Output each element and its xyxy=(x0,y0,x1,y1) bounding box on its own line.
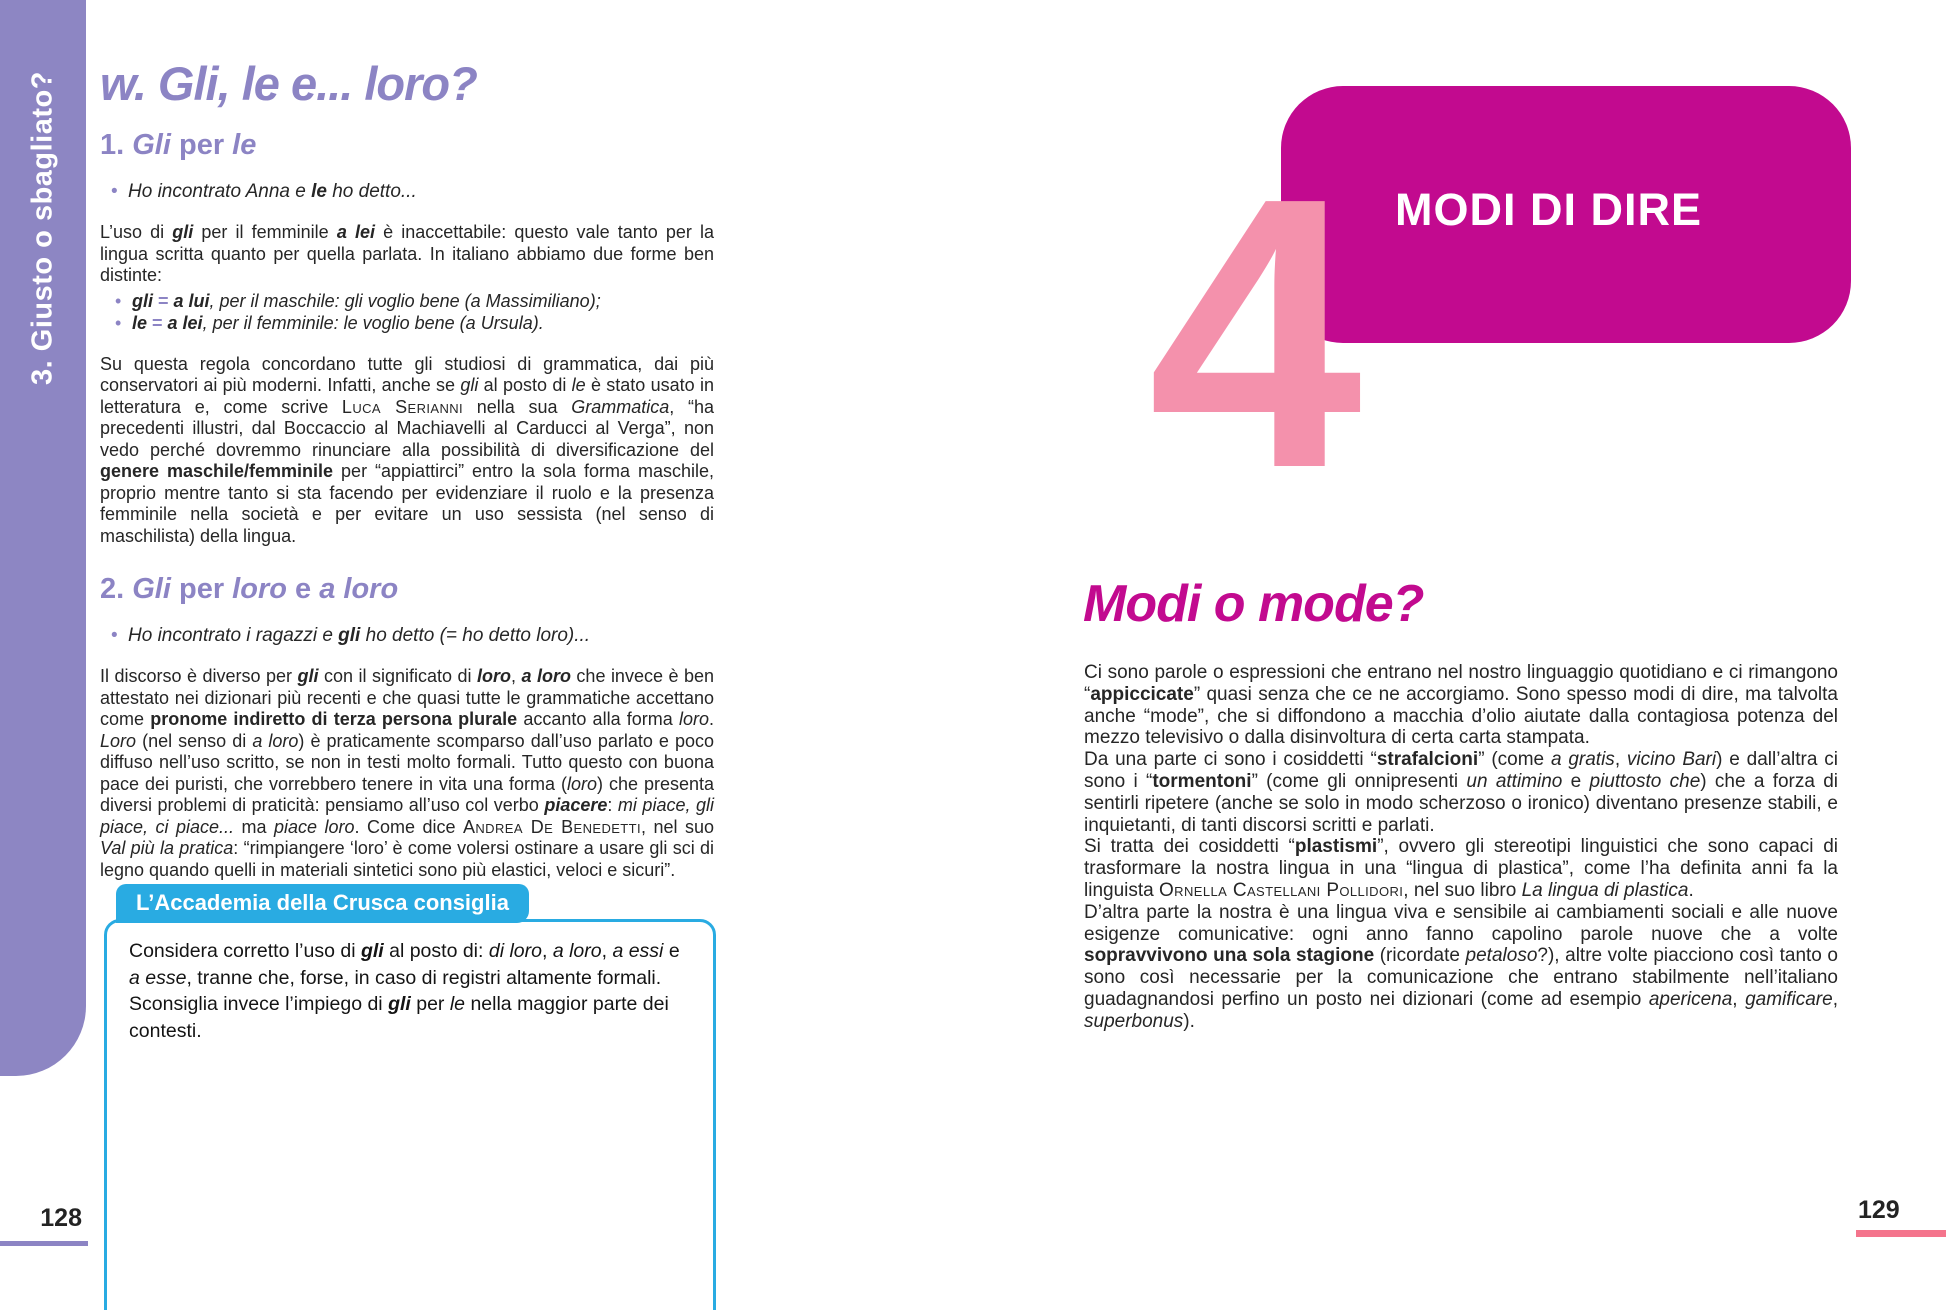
crusca-box-body xyxy=(104,919,716,1310)
page-number-left: 128 xyxy=(40,1204,82,1232)
example-list xyxy=(100,180,714,204)
chapter-banner xyxy=(1281,86,1851,343)
body-paragraph: L’uso di gli per il femminile a lei è inaccettabile: questo vale tanto per la lingua scritta quanto per quella parlata. In italiano abbiamo due forme ben distinte: xyxy=(100,222,714,285)
body-paragraph: Si tratta dei cosiddetti “plastismi”, ovvero gli stereotipi linguistici che sono capaci di trasformare la nostra lingua in una “lingua di plastica”, come l’ha definita anni fa la linguista Ornella Castellani Pollidori, nel suo libro La lingua di plastica. xyxy=(1084,836,1838,901)
section-1-heading: 1. Gli per le xyxy=(100,129,257,161)
page-number-right: 129 xyxy=(1858,1196,1900,1224)
body-paragraph: D’altra parte la nostra è una lingua viva e sensibile ai cambiamenti sociali e alle nuove esigenze comunicative: ogni anno fanno capolino parole nuove che a volte sopravvivono una sola stagione (ricordate petaloso?), altre volte piacciono così tanto o sono così necessarie per la comunicazione che entrano stabilmente nell’italiano guadagnandosi perfino un posto nei dizionari (come ad esempio apericena, gamificare, superbonus). xyxy=(1084,901,1839,1032)
left-text-column xyxy=(100,56,714,881)
rule-list xyxy=(100,290,714,334)
crusca-advice-box xyxy=(104,884,716,1310)
folio-rule-right xyxy=(1856,1230,1946,1237)
chapter-title: MODI DI DIRE xyxy=(1395,184,1703,235)
right-article-title: Modi o mode? xyxy=(1083,575,1424,633)
example-sentence: • Ho incontrato Anna e le ho detto... xyxy=(128,180,714,204)
example-sentence: • Ho incontrato i ragazzi e gli ho detto (= ho detto loro)... xyxy=(128,624,714,648)
crusca-box-title: L’Accademia della Crusca consiglia xyxy=(116,884,529,923)
right-text-column xyxy=(1084,662,1838,1033)
article-title: w. Gli, le e... loro? xyxy=(100,57,477,110)
chapter-number: 4 xyxy=(1148,117,1363,548)
sidebar-label: 3. Giusto o sbagliato? xyxy=(26,71,59,385)
section-2-heading: 2. Gli per loro e a loro xyxy=(100,573,399,605)
chapter-sidebar-tab xyxy=(0,0,86,1076)
body-paragraph: Da una parte ci sono i cosiddetti “strafalcioni” (come a gratis, vicino Bari) e dall’altra ci sono i “tormentoni” (come gli onnipresenti un attimino e piuttosto che) che a forza di sentirli ripetere (anche se solo in modo scherzoso o ironico) diventano presenze stabili, e inquietanti, di tanti discorsi scritti e parlati. xyxy=(1084,749,1839,836)
crusca-paragraph: Sconsiglia invece l’impiego di gli per le nella maggior parte dei contesti. xyxy=(129,993,669,1042)
example-list xyxy=(100,624,714,648)
folio-rule-left xyxy=(0,1241,88,1246)
crusca-paragraph: Considera corretto l’uso di gli al posto di: di loro, a loro, a essi e a esse, tranne che, forse, in caso di registri altamente formali. xyxy=(129,940,680,989)
body-paragraph: Il discorso è diverso per gli con il significato di loro, a loro che invece è ben attestato nei dizionari più recenti e che quasi tutte le grammatiche accettano come pronome indiretto di terza persona plurale accanto alla forma loro. Loro (nel senso di a loro) è praticamente scomparso dall’uso parlato e poco diffuso nell’uso scritto, se non in testi molto formali. Tutto questo con buona pace dei puristi, che vorrebbero tenere in vita una forma (loro) che presenta diversi problemi di praticità: pensiamo all’uso col verbo piacere: mi piace, gli piace, ci piace... ma piace loro. Come dice Andrea De Benedetti, nel suo Val più la pratica: “rimpiangere ‘loro’ è come volersi ostinare a usare gli sci di legno quando quelli in materiali sintetici sono più elastici, veloci e sicuri”. xyxy=(100,666,715,880)
rule-item: • le = a lei, per il femminile: le voglio bene (a Ursula). xyxy=(132,312,714,334)
rule-item: • gli = a lui, per il maschile: gli voglio bene (a Massimiliano); xyxy=(132,290,714,312)
body-paragraph: Ci sono parole o espressioni che entrano nel nostro linguaggio quotidiano e ci rimangono “appiccicate” quasi senza che ce ne accorgiamo. Sono spesso modi di dire, ma talvolta anche “mode”, che si diffondono a macchia d’olio aiutate dalla contagiosa potenza del mezzo televisivo o dalla disinvoltura di certa carta stampata. xyxy=(1084,662,1838,749)
body-paragraph: Su questa regola concordano tutte gli studiosi di grammatica, dai più conservatori ai più moderni. Infatti, anche se gli al posto di le è stato usato in letteratura e, come scrive Luca Serianni nella sua Grammatica, “ha precedenti illustri, dal Boccaccio al Machiavelli al Carducci al Verga”, non vedo perché dovremmo rinunciare alla possibilità di diversificazione del genere maschile/femminile per “appiattirci” entro la sola forma maschile, proprio mentre tanto si sta facendo per evidenziare il ruolo e la presenza femminile nella società e per evitare un uso sessista (nel senso di maschilista) della lingua. xyxy=(100,353,714,546)
